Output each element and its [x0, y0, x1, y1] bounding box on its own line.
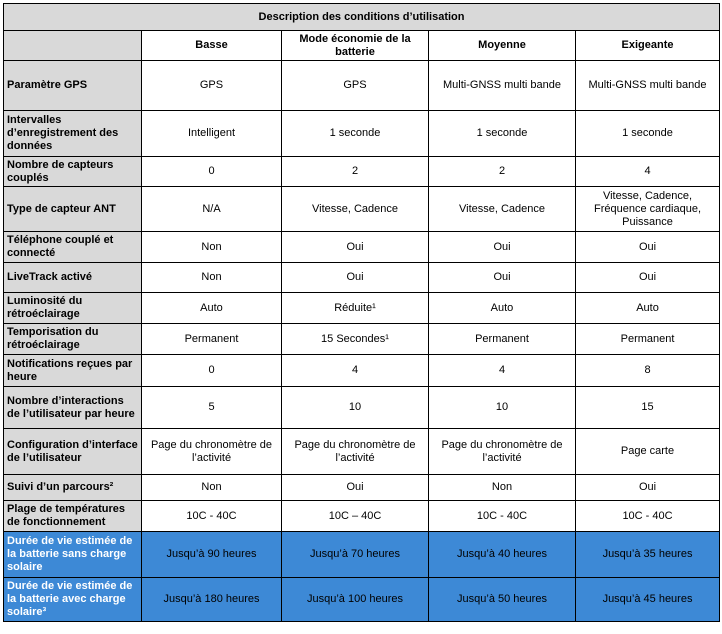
row-label: Type de capteur ANT [4, 187, 142, 232]
row-label: Notifications reçues par heure [4, 355, 142, 387]
table-cell: Non [142, 263, 282, 293]
row-label: Intervalles d’enregistrement des données [4, 111, 142, 157]
table-row [4, 232, 720, 263]
row-label: Téléphone couplé et connecté [4, 232, 142, 263]
table-cell: Réduite¹ [282, 293, 429, 324]
row-label: LiveTrack activé [4, 263, 142, 293]
table-cell: 8 [576, 355, 720, 387]
table-cell: 4 [429, 355, 576, 387]
table-cell: 1 seconde [282, 111, 429, 157]
table-cell: 10 [282, 387, 429, 429]
table-cell: 5 [142, 387, 282, 429]
conditions-table [3, 3, 720, 622]
table-cell: Page du chronomètre de l’activité [429, 429, 576, 475]
table-cell: Oui [282, 263, 429, 293]
table-cell: Oui [429, 263, 576, 293]
table-cell: Permanent [576, 324, 720, 355]
column-header-economie: Mode économie de la batterie [282, 31, 429, 61]
table-cell: Jusqu’à 45 heures [576, 578, 720, 622]
table-cell: Jusqu’à 35 heures [576, 532, 720, 578]
table-cell: Non [142, 475, 282, 501]
table-row [4, 61, 720, 111]
row-label: Temporisation du rétroéclairage [4, 324, 142, 355]
table-cell: Jusqu’à 70 heures [282, 532, 429, 578]
table-cell: Oui [576, 263, 720, 293]
table-cell: Permanent [429, 324, 576, 355]
row-label: Paramètre GPS [4, 61, 142, 111]
table-cell: 4 [576, 157, 720, 187]
table-cell: 0 [142, 355, 282, 387]
table-cell: 10C - 40C [142, 501, 282, 532]
table-cell: Oui [576, 475, 720, 501]
table-title: Description des conditions d’utilisation [4, 4, 720, 31]
table-cell: Permanent [142, 324, 282, 355]
table-cell: Oui [282, 232, 429, 263]
column-header-moyenne: Moyenne [429, 31, 576, 61]
table-row [4, 475, 720, 501]
table-cell: Page du chronomètre de l’activité [282, 429, 429, 475]
table-cell: Page du chronomètre de l’activité [142, 429, 282, 475]
row-label: Configuration d’interface de l’utilisateur [4, 429, 142, 475]
table-cell: Auto [429, 293, 576, 324]
row-label: Luminosité du rétroéclairage [4, 293, 142, 324]
table-cell: Jusqu’à 40 heures [429, 532, 576, 578]
row-label: Nombre d’interactions de l’utilisateur par heure [4, 387, 142, 429]
table-cell: N/A [142, 187, 282, 232]
table-cell: 15 Secondes¹ [282, 324, 429, 355]
table-cell: Vitesse, Cadence [282, 187, 429, 232]
table-cell: Vitesse, Cadence, Fréquence cardiaque, Puissance [576, 187, 720, 232]
column-header-exigeante: Exigeante [576, 31, 720, 61]
table-cell: 10 [429, 387, 576, 429]
table-cell: Jusqu’à 90 heures [142, 532, 282, 578]
table-row [4, 429, 720, 475]
table-cell: 10C – 40C [282, 501, 429, 532]
table-cell: Page carte [576, 429, 720, 475]
table-cell: GPS [142, 61, 282, 111]
table-cell: 2 [282, 157, 429, 187]
table-cell: 1 seconde [429, 111, 576, 157]
row-label: Suivi d’un parcours² [4, 475, 142, 501]
table-cell: Jusqu’à 100 heures [282, 578, 429, 622]
table-cell: Auto [576, 293, 720, 324]
table-cell: GPS [282, 61, 429, 111]
row-label: Durée de vie estimée de la batterie avec charge solaire³ [4, 578, 142, 622]
table-cell: 15 [576, 387, 720, 429]
table-row [4, 263, 720, 293]
row-label [4, 157, 142, 187]
table-cell: 10C - 40C [429, 501, 576, 532]
table-row [4, 532, 720, 578]
table-cell: Oui [282, 475, 429, 501]
table-cell: 10C - 40C [576, 501, 720, 532]
table-cell: Multi-GNSS multi bande [429, 61, 576, 111]
table-row [4, 387, 720, 429]
table-row [4, 187, 720, 232]
table-cell: Oui [576, 232, 720, 263]
table-cell: Auto [142, 293, 282, 324]
row-label: Plage de températures de fonctionnement [4, 501, 142, 532]
table-cell: Non [142, 232, 282, 263]
row-label-text: Nombre de capteurs couplés [7, 158, 114, 184]
table-cell: 2 [429, 157, 576, 187]
column-header-basse: Basse [142, 31, 282, 61]
table-cell: 0 [142, 157, 282, 187]
table-cell: Vitesse, Cadence [429, 187, 576, 232]
table-cell: Jusqu’à 180 heures [142, 578, 282, 622]
row-label: Durée de vie estimée de la batterie sans charge solaire [4, 532, 142, 578]
table-cell: Non [429, 475, 576, 501]
table-row [4, 355, 720, 387]
table-row [4, 157, 720, 187]
table-row [4, 293, 720, 324]
table-row [4, 501, 720, 532]
table-cell: 4 [282, 355, 429, 387]
table-cell: Oui [429, 232, 576, 263]
table-row [4, 578, 720, 622]
table-cell: Multi-GNSS multi bande [576, 61, 720, 111]
table-row [4, 324, 720, 355]
table-row [4, 111, 720, 157]
table-cell: Jusqu’à 50 heures [429, 578, 576, 622]
table-cell: Intelligent [142, 111, 282, 157]
corner-cell [4, 31, 142, 61]
table-cell: 1 seconde [576, 111, 720, 157]
